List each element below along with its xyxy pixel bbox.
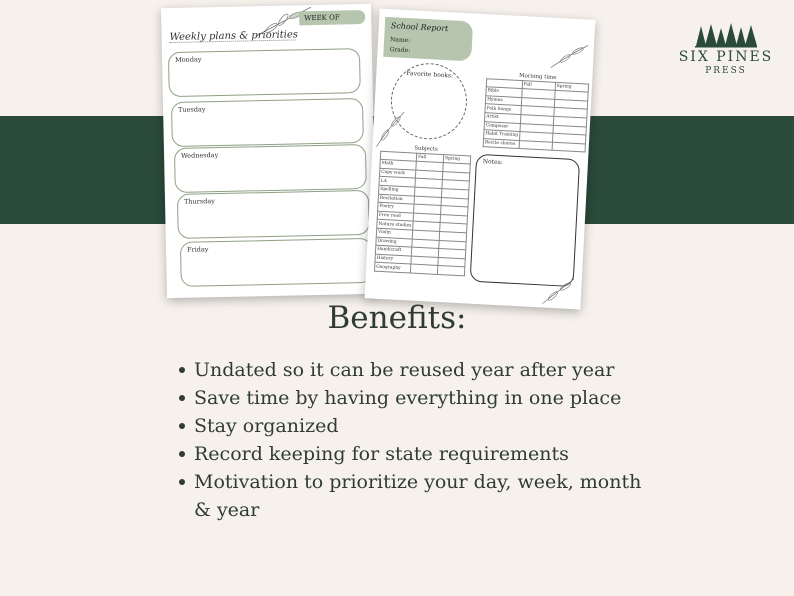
benefit-item: Save time by having everything in one place: [176, 384, 656, 412]
table-row-label: History: [375, 254, 411, 264]
day-label: Thursday: [183, 197, 215, 206]
table-row-label: Recite chores: [483, 138, 519, 148]
table-row-label: Habit Training: [485, 131, 519, 139]
day-label: Tuesday: [178, 105, 206, 114]
table-row-label: Poetry: [378, 202, 414, 212]
table-row-label: Drawing: [376, 237, 412, 247]
pine-trees-icon: [695, 22, 757, 48]
table-header-cell: Spring: [443, 154, 470, 164]
brand-sub: PRESS: [705, 66, 747, 76]
table-header-cell: Spring: [555, 82, 588, 92]
day-box-thursday: [177, 190, 370, 239]
benefit-item: Motivation to prioritize your day, week, month & year: [176, 468, 656, 524]
table-row-label: Nature studies: [378, 221, 412, 229]
day-box-friday: [180, 238, 373, 287]
six-pines-logo: [676, 22, 776, 76]
grade-label: Grade:: [389, 46, 411, 55]
day-label: Monday: [174, 55, 202, 64]
week-of-label: WEEK OF: [299, 10, 365, 25]
table-row-label: Composer: [484, 121, 520, 131]
day-label: Friday: [186, 245, 209, 254]
table-row-label: Folk Songs: [485, 104, 521, 114]
table-row-label: Violin: [376, 228, 412, 238]
name-label: Name:: [389, 36, 411, 45]
weekly-planner-page: [161, 4, 377, 298]
leaf-sprig-icon: [549, 40, 591, 72]
report-header: [383, 17, 473, 62]
day-label: Wednesday: [180, 151, 219, 160]
benefit-item: Undated so it can be reused year after year: [176, 356, 656, 384]
weekly-title: Weekly plans & priorities: [169, 29, 299, 44]
table-row-label: Artist: [484, 113, 520, 123]
favorite-books-label: Favorite books:: [406, 70, 454, 80]
table-row-label: Spelling: [379, 185, 415, 195]
benefits-list: [176, 356, 656, 524]
morning-time-table: [483, 70, 590, 153]
brand-name: SIX PINES: [678, 49, 774, 65]
table-caption: Subjects: [414, 145, 438, 153]
benefits-title: Benefits:: [327, 300, 467, 336]
report-title: School Report: [390, 21, 449, 34]
table-row-label: Bible: [486, 87, 522, 97]
day-box-tuesday: [171, 98, 364, 147]
notes-label: Notes:: [482, 158, 503, 167]
table-row-label: Math: [380, 159, 416, 169]
day-box-wednesday: [174, 144, 367, 193]
table-row-label: Recitation: [378, 194, 414, 204]
table-header-cell: Fall: [416, 153, 443, 163]
benefit-item: Record keeping for state requirements: [176, 440, 656, 468]
notes-box: [470, 154, 581, 287]
table-row-label: LA: [379, 177, 415, 187]
table-header-cell: Fall: [522, 80, 555, 90]
table-row-label: Free read: [377, 211, 413, 221]
subjects-table: [374, 143, 472, 276]
table-row-label: Hymns: [485, 95, 521, 105]
school-report-page: [365, 9, 596, 310]
day-box-monday: [168, 48, 361, 97]
table-row-label: Copy work: [379, 168, 415, 178]
benefit-item: Stay organized: [176, 412, 656, 440]
table-caption: Morning time: [518, 72, 557, 81]
table-row-label: Geography: [374, 262, 410, 272]
table-row-label: Handicraft: [375, 245, 411, 255]
